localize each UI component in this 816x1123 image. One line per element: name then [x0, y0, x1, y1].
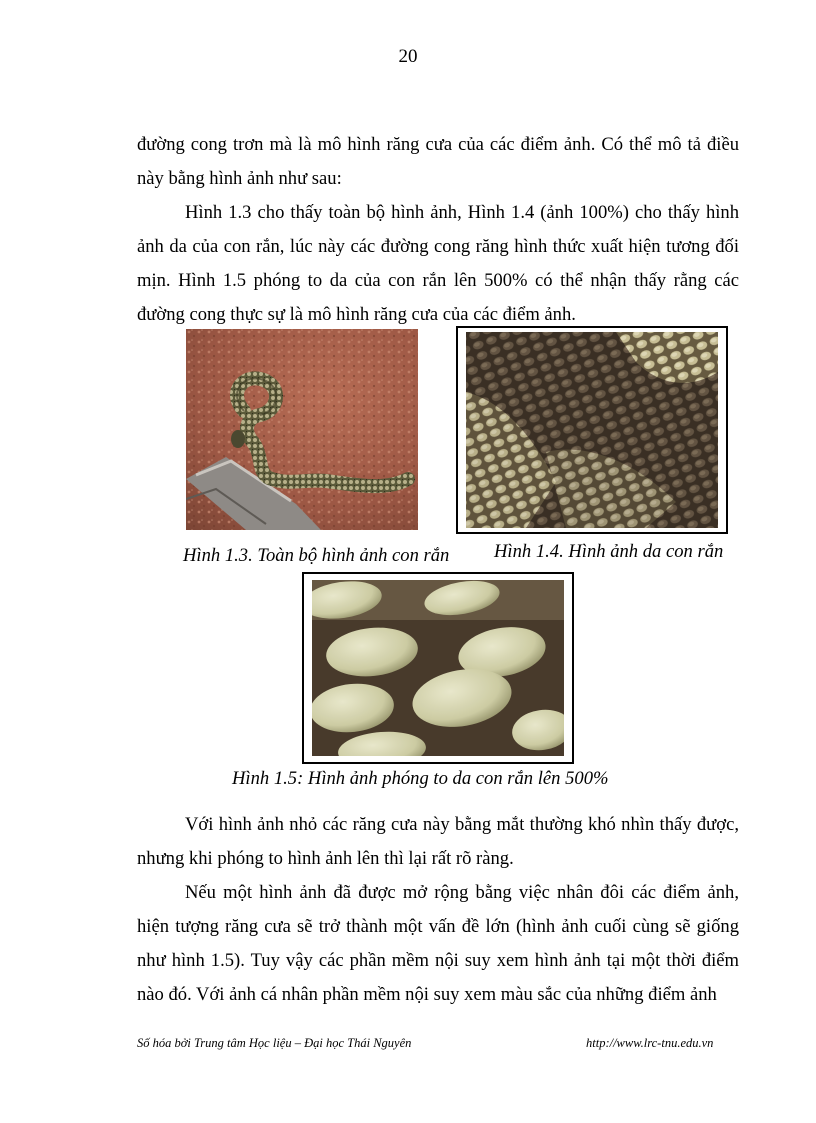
figure-1-3-caption: Hình 1.3. Toàn bộ hình ảnh con rắn: [183, 545, 450, 566]
footer-source: Số hóa bởi Trung tâm Học liệu – Đại học Thái Nguyên: [137, 1036, 412, 1050]
paragraph-4: Nếu một hình ảnh đã được mở rộng bằng việc nhân đôi các điểm ảnh, hiện tượng răng cưa sẽ trở thành một vấn đề lớn (hình ảnh cuối cùng sẽ giống như hình 1.5). Tuy vậy các phần mềm nội suy xem hình ảnh tại một thời điểm nào đó. Với ảnh cá nhân phần mềm nội suy xem màu sắc của những điểm ảnh: [137, 882, 739, 1005]
paragraph-1: đường cong trơn mà là mô hình răng cưa của các điểm ảnh. Có thể mô tả điều này bằng hình ảnh như sau:: [137, 134, 739, 189]
footer-url: http://www.lrc-tnu.edu.vn: [586, 1036, 714, 1050]
paragraph-2: Hình 1.3 cho thấy toàn bộ hình ảnh, Hình 1.4 (ảnh 100%) cho thấy hình ảnh da của con rắn, lúc này các đường cong răng hình thức xuất hiện tương đối mịn. Hình 1.5 phóng to da của con rắn lên 500% có thể nhận thấy rằng các đường cong thực sự là mô hình răng cưa của các điểm ảnh.: [137, 202, 739, 325]
figure-snake-skin: [466, 332, 718, 528]
figure-snake-full-image: [186, 329, 418, 530]
page-number: 20: [398, 46, 418, 67]
figure-1-4-caption: Hình 1.4. Hình ảnh da con rắn: [494, 541, 724, 562]
figure-snake-skin-zoomed: [312, 580, 564, 756]
paragraph-3: Với hình ảnh nhỏ các răng cưa này bằng mắt thường khó nhìn thấy được, nhưng khi phóng to hình ảnh lên thì lại rất rõ ràng.: [137, 814, 739, 869]
figure-1-5-caption: Hình 1.5: Hình ảnh phóng to da con rắn lên 500%: [232, 768, 609, 789]
